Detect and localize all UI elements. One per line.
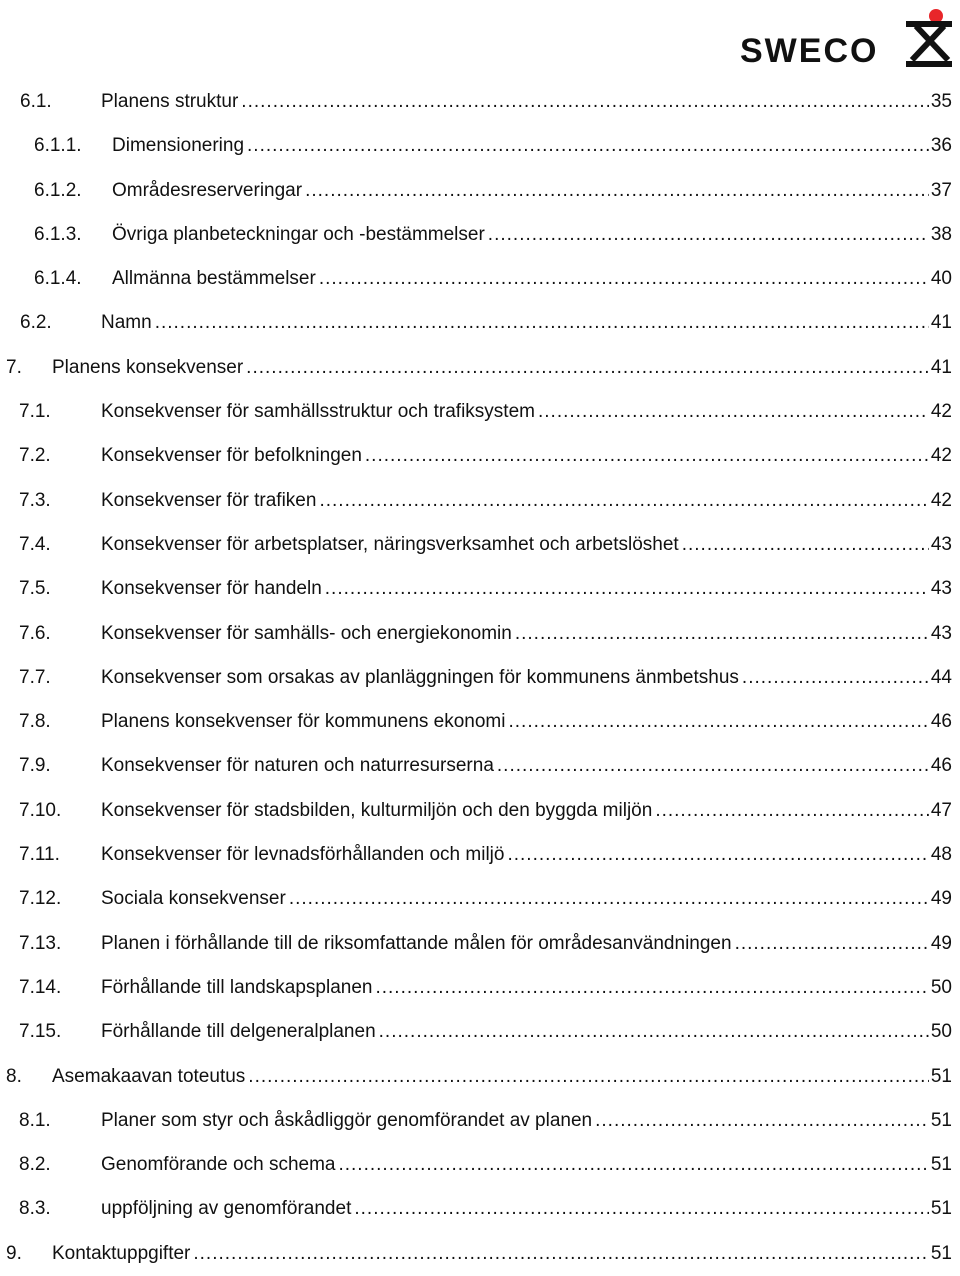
toc-entry-page-number: 50 bbox=[930, 1021, 952, 1043]
toc-entry-page-number: 49 bbox=[930, 932, 952, 954]
toc-entry-page-number: 40 bbox=[930, 268, 952, 290]
toc-dot-leader bbox=[325, 567, 929, 611]
toc-entry-line bbox=[112, 257, 952, 301]
toc-entry-page-number: 43 bbox=[930, 622, 952, 644]
toc-entry-number: 7.10. bbox=[19, 799, 62, 821]
toc-dot-leader bbox=[379, 1010, 929, 1054]
toc-entry-title: Planens konsekvenser för kommunens ekonomi bbox=[101, 711, 506, 733]
toc-entry-title: uppföljning av genomförandet bbox=[101, 1198, 352, 1220]
toc-entry-title: Asemakaavan toteutus bbox=[52, 1065, 246, 1087]
toc-dot-leader bbox=[375, 966, 928, 1010]
toc-entry-page-number: 46 bbox=[930, 755, 952, 777]
toc-entry-page-number: 36 bbox=[930, 135, 952, 157]
toc-entry-title: Sociala konsekvenser bbox=[101, 888, 286, 910]
toc-dot-leader bbox=[682, 523, 929, 567]
toc-dot-leader bbox=[319, 479, 928, 523]
toc-entry[interactable] bbox=[0, 1143, 952, 1187]
toc-entry-number: 6.2. bbox=[20, 312, 52, 334]
toc-entry-page-number: 51 bbox=[930, 1154, 952, 1176]
toc-entry-title: Kontaktuppgifter bbox=[52, 1242, 191, 1264]
toc-entry-line bbox=[112, 124, 952, 168]
toc-entry-title: Planens struktur bbox=[101, 91, 239, 112]
toc-entry-number: 8.1. bbox=[19, 1109, 51, 1131]
toc-entry-line bbox=[101, 1143, 952, 1187]
toc-entry-page-number: 44 bbox=[930, 666, 952, 688]
toc-entry-number: 9. bbox=[6, 1242, 22, 1264]
toc-entry-title: Konsekvenser för befolkningen bbox=[101, 445, 362, 467]
toc-entry-line bbox=[101, 656, 952, 700]
toc-entry-page-number: 41 bbox=[930, 356, 952, 378]
toc-entry-number: 6.1.3. bbox=[34, 223, 82, 245]
toc-entry-number: 8.3. bbox=[19, 1198, 51, 1220]
toc-entry-number: 6.1.4. bbox=[34, 268, 82, 290]
toc-dot-leader bbox=[735, 922, 929, 966]
toc-entry-line bbox=[101, 1010, 952, 1054]
toc-entry-line bbox=[101, 700, 952, 744]
toc-entry-line bbox=[101, 80, 952, 124]
toc-entry[interactable] bbox=[0, 257, 952, 301]
toc-entry[interactable] bbox=[0, 1099, 952, 1143]
toc-entry-page-number: 51 bbox=[930, 1242, 952, 1264]
toc-entry-page-number: 51 bbox=[930, 1065, 952, 1087]
toc-entry-line bbox=[101, 833, 952, 877]
toc-entry-line bbox=[101, 390, 952, 434]
toc-entry-number: 7.3. bbox=[19, 489, 51, 511]
toc-entry-line bbox=[101, 1187, 952, 1231]
toc-entry-line bbox=[101, 966, 952, 1010]
toc-dot-leader bbox=[305, 169, 929, 213]
toc-entry[interactable] bbox=[0, 833, 952, 877]
toc-entry-line bbox=[101, 434, 952, 478]
table-of-contents bbox=[0, 80, 952, 1276]
toc-entry[interactable] bbox=[0, 434, 952, 478]
toc-entry-title: Planen i förhållande till de riksomfattande målen för områdesanvändningen bbox=[101, 932, 732, 954]
toc-entry-line bbox=[101, 789, 952, 833]
toc-entry-number: 7.13. bbox=[19, 932, 62, 954]
toc-entry-title: Konsekvenser som orsakas av planläggningen för kommunens änmbetshus bbox=[101, 666, 739, 688]
toc-entry-page-number: 50 bbox=[930, 976, 952, 998]
toc-entry-title: Dimensionering bbox=[112, 135, 245, 157]
toc-entry-number: 6.1.2. bbox=[34, 179, 82, 201]
toc-entry-title: Förhållande till landskapsplanen bbox=[101, 976, 373, 998]
toc-entry-line bbox=[112, 213, 952, 257]
toc-entry[interactable] bbox=[0, 877, 952, 921]
toc-dot-leader bbox=[246, 346, 929, 390]
toc-dot-leader bbox=[247, 124, 929, 168]
toc-entry-line bbox=[101, 1099, 952, 1143]
toc-entry-number: 6.1. bbox=[20, 91, 52, 112]
toc-entry-line bbox=[52, 346, 952, 390]
toc-entry-page-number: 41 bbox=[930, 312, 952, 334]
toc-entry-number: 7.1. bbox=[19, 401, 51, 423]
toc-dot-leader bbox=[497, 744, 929, 788]
toc-dot-leader bbox=[488, 213, 929, 257]
toc-entry-title: Övriga planbeteckningar och -bestämmelser bbox=[112, 223, 485, 245]
toc-entry[interactable] bbox=[0, 789, 952, 833]
toc-entry-number: 8.2. bbox=[19, 1154, 51, 1176]
toc-entry-line bbox=[101, 922, 952, 966]
toc-dot-leader bbox=[319, 257, 929, 301]
toc-entry-number: 6.1.1. bbox=[34, 135, 82, 157]
toc-entry-page-number: 42 bbox=[930, 401, 952, 423]
toc-dot-leader bbox=[655, 789, 929, 833]
toc-entry-title: Konsekvenser för stadsbilden, kulturmiljön och den byggda miljön bbox=[101, 799, 653, 821]
toc-entry-number: 7.14. bbox=[19, 976, 62, 998]
toc-dot-leader bbox=[338, 1143, 928, 1187]
toc-dot-leader bbox=[507, 833, 928, 877]
toc-entry-line bbox=[52, 1232, 952, 1276]
toc-entry-line bbox=[101, 744, 952, 788]
toc-entry-number: 7.4. bbox=[19, 533, 51, 555]
toc-dot-leader bbox=[289, 877, 929, 921]
sweco-logo-text: SWECO bbox=[740, 32, 879, 70]
toc-dot-leader bbox=[248, 1055, 929, 1099]
toc-dot-leader bbox=[508, 700, 928, 744]
toc-entry-page-number: 51 bbox=[930, 1198, 952, 1220]
toc-entry-page-number: 51 bbox=[930, 1109, 952, 1131]
toc-entry-page-number: 43 bbox=[930, 533, 952, 555]
toc-entry[interactable] bbox=[0, 1187, 952, 1231]
toc-dot-leader bbox=[241, 80, 929, 124]
toc-entry-page-number: 47 bbox=[930, 799, 952, 821]
sweco-logo bbox=[740, 6, 956, 72]
toc-entry-title: Allmänna bestämmelser bbox=[112, 268, 316, 290]
toc-entry[interactable] bbox=[0, 523, 952, 567]
toc-entry-number: 7.9. bbox=[19, 755, 51, 777]
toc-entry-number: 7.2. bbox=[19, 445, 51, 467]
toc-entry-line bbox=[112, 169, 952, 213]
toc-entry-line bbox=[101, 301, 952, 345]
toc-entry-line bbox=[101, 523, 952, 567]
toc-entry-line bbox=[101, 567, 952, 611]
toc-entry-title: Konsekvenser för samhälls- och energiekonomin bbox=[101, 622, 512, 644]
toc-dot-leader bbox=[515, 612, 929, 656]
toc-entry-number: 7.11. bbox=[19, 844, 60, 866]
toc-entry[interactable] bbox=[0, 1055, 952, 1099]
toc-entry-title: Planer som styr och åskådliggör genomförandet av planen bbox=[101, 1109, 593, 1131]
toc-entry[interactable] bbox=[0, 656, 952, 700]
toc-entry-line bbox=[101, 877, 952, 921]
toc-entry-title: Konsekvenser för trafiken bbox=[101, 489, 317, 511]
toc-dot-leader bbox=[595, 1099, 929, 1143]
toc-entry-title: Områdesreserveringar bbox=[112, 179, 303, 201]
toc-entry[interactable] bbox=[0, 567, 952, 611]
toc-entry-number: 7.5. bbox=[19, 578, 51, 600]
toc-entry-number: 7.6. bbox=[19, 622, 51, 644]
toc-entry[interactable] bbox=[0, 966, 952, 1010]
toc-entry-title: Konsekvenser för levnadsförhållanden och miljö bbox=[101, 844, 505, 866]
toc-entry-page-number: 48 bbox=[930, 844, 952, 866]
toc-entry[interactable] bbox=[0, 922, 952, 966]
toc-entry[interactable] bbox=[0, 213, 952, 257]
toc-entry[interactable] bbox=[0, 124, 952, 168]
toc-entry-title: Konsekvenser för arbetsplatser, näringsverksamhet och arbetslöshet bbox=[101, 533, 679, 555]
toc-entry-number: 7.12. bbox=[19, 888, 62, 910]
toc-entry-line bbox=[101, 479, 952, 523]
toc-entry-number: 7.8. bbox=[19, 711, 51, 733]
toc-entry-title: Planens konsekvenser bbox=[52, 356, 244, 378]
toc-entry[interactable] bbox=[0, 346, 952, 390]
toc-entry[interactable] bbox=[0, 612, 952, 656]
toc-entry-page-number: 46 bbox=[930, 711, 952, 733]
toc-dot-leader bbox=[365, 434, 929, 478]
toc-entry-number: 7.7. bbox=[19, 666, 51, 688]
toc-entry-title: Namn bbox=[101, 312, 152, 334]
toc-entry[interactable] bbox=[0, 390, 952, 434]
toc-dot-leader bbox=[193, 1232, 928, 1276]
toc-entry-title: Konsekvenser för handeln bbox=[101, 578, 322, 600]
toc-entry-number: 7.15. bbox=[19, 1021, 62, 1043]
toc-entry[interactable] bbox=[0, 169, 952, 213]
toc-entry-title: Genomförande och schema bbox=[101, 1154, 336, 1176]
toc-entry[interactable] bbox=[0, 1232, 952, 1276]
toc-entry-title: Konsekvenser för samhällsstruktur och trafiksystem bbox=[101, 401, 535, 423]
toc-entry-number: 8. bbox=[6, 1065, 22, 1087]
toc-dot-leader bbox=[155, 301, 929, 345]
toc-dot-leader bbox=[354, 1187, 929, 1231]
toc-entry[interactable] bbox=[0, 744, 952, 788]
toc-entry-page-number: 38 bbox=[930, 223, 952, 245]
toc-entry-title: Förhållande till delgeneralplanen bbox=[101, 1021, 376, 1043]
toc-entry-page-number: 42 bbox=[930, 445, 952, 467]
toc-entry[interactable] bbox=[0, 80, 952, 124]
toc-entry-page-number: 49 bbox=[930, 888, 952, 910]
toc-entry-page-number: 37 bbox=[930, 179, 952, 201]
toc-entry[interactable] bbox=[0, 700, 952, 744]
sweco-figure-icon bbox=[906, 9, 952, 64]
toc-entry-line bbox=[101, 612, 952, 656]
toc-dot-leader bbox=[742, 656, 929, 700]
toc-entry-number: 7. bbox=[6, 356, 22, 378]
toc-entry-page-number: 42 bbox=[930, 489, 952, 511]
toc-dot-leader bbox=[538, 390, 929, 434]
toc-entry-page-number: 35 bbox=[930, 91, 952, 112]
toc-entry-title: Konsekvenser för naturen och naturresurserna bbox=[101, 755, 494, 777]
toc-entry[interactable] bbox=[0, 301, 952, 345]
toc-entry[interactable] bbox=[0, 1010, 952, 1054]
sweco-logo-mark bbox=[740, 6, 956, 72]
toc-entry-page-number: 43 bbox=[930, 578, 952, 600]
toc-entry-line bbox=[52, 1055, 952, 1099]
toc-entry[interactable] bbox=[0, 479, 952, 523]
